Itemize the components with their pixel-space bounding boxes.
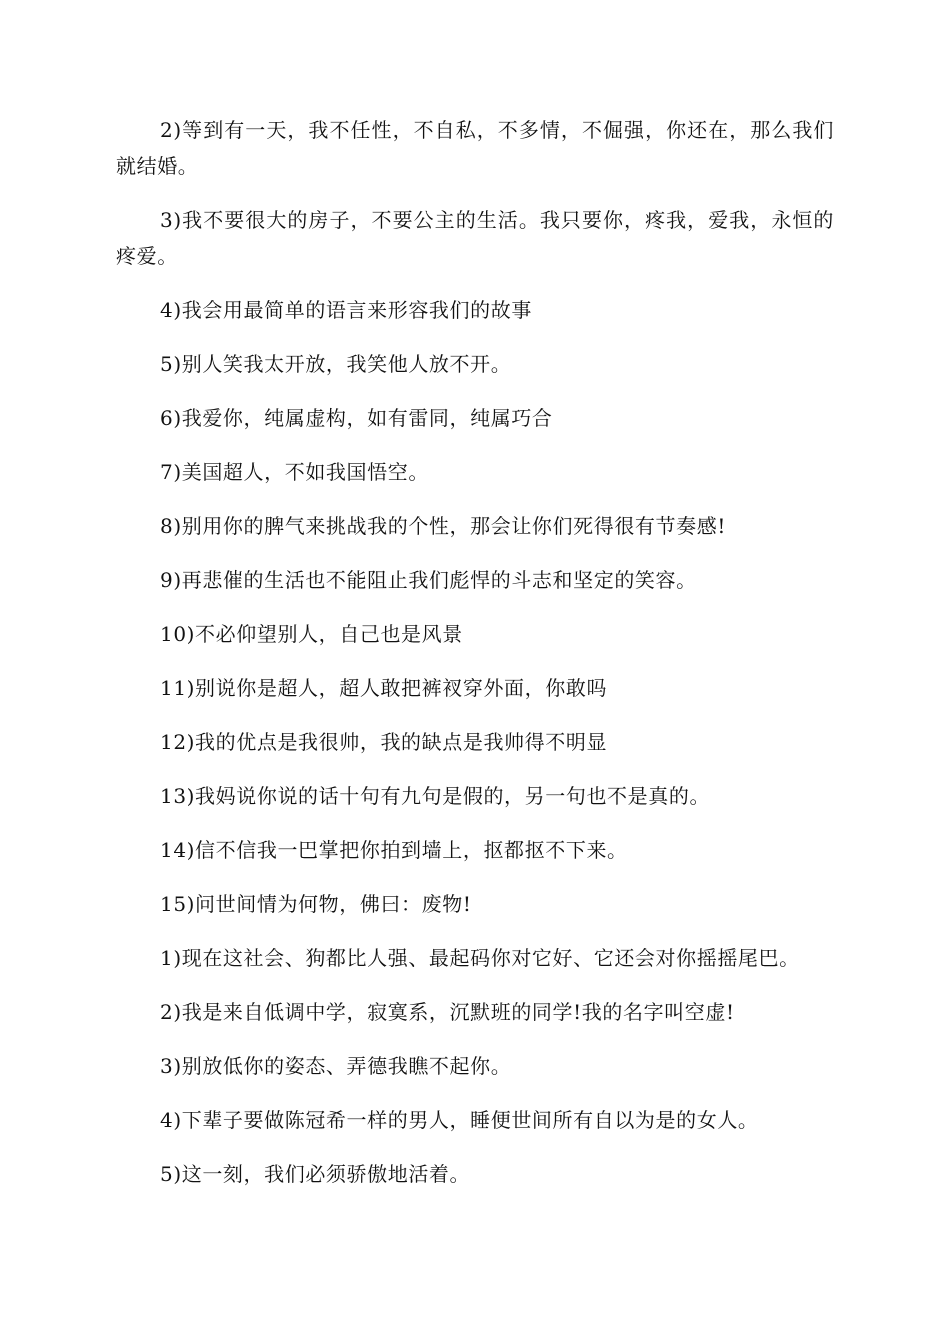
paragraph: 9)再悲催的生活也不能阻止我们彪悍的斗志和坚定的笑容。 bbox=[160, 568, 697, 592]
paragraph: 6)我爱你，纯属虚构，如有雷同，纯属巧合 bbox=[160, 406, 553, 430]
document-body bbox=[116, 112, 834, 1210]
paragraph: 14)信不信我一巴掌把你拍到墙上，抠都抠不下来。 bbox=[160, 838, 628, 862]
paragraph: 12)我的优点是我很帅，我的缺点是我帅得不明显 bbox=[160, 730, 608, 754]
paragraph: 7)美国超人，不如我国悟空。 bbox=[160, 460, 429, 484]
paragraph: 8)别用你的脾气来挑战我的个性，那会让你们死得很有节奏感! bbox=[160, 514, 726, 538]
paragraph: 3)我不要很大的房子，不要公主的生活。我只要你，疼我，爱我，永恒的疼爱。 bbox=[116, 208, 834, 268]
paragraph: 11)别说你是超人，超人敢把裤衩穿外面，你敢吗 bbox=[160, 676, 608, 700]
paragraph: 1)现在这社会、狗都比人强、最起码你对它好、它还会对你摇摇尾巴。 bbox=[160, 946, 800, 970]
paragraph: 2)我是来自低调中学，寂寞系，沉默班的同学!我的名字叫空虚! bbox=[160, 1000, 735, 1024]
paragraph: 5)这一刻，我们必须骄傲地活着。 bbox=[160, 1162, 471, 1186]
paragraph: 15)问世间情为何物，佛曰：废物! bbox=[160, 892, 472, 916]
paragraph: 13)我妈说你说的话十句有九句是假的，另一句也不是真的。 bbox=[160, 784, 711, 808]
paragraph: 5)别人笑我太开放，我笑他人放不开。 bbox=[160, 352, 512, 376]
paragraph: 4)下辈子要做陈冠希一样的男人，睡便世间所有自以为是的女人。 bbox=[160, 1108, 759, 1132]
paragraph: 2)等到有一天，我不任性，不自私，不多情，不倔强，你还在，那么我们就结婚。 bbox=[116, 118, 834, 178]
paragraph: 10)不必仰望别人，自己也是风景 bbox=[160, 622, 463, 646]
paragraph: 3)别放低你的姿态、弄德我瞧不起你。 bbox=[160, 1054, 512, 1078]
paragraph: 4)我会用最简单的语言来形容我们的故事 bbox=[160, 298, 532, 322]
